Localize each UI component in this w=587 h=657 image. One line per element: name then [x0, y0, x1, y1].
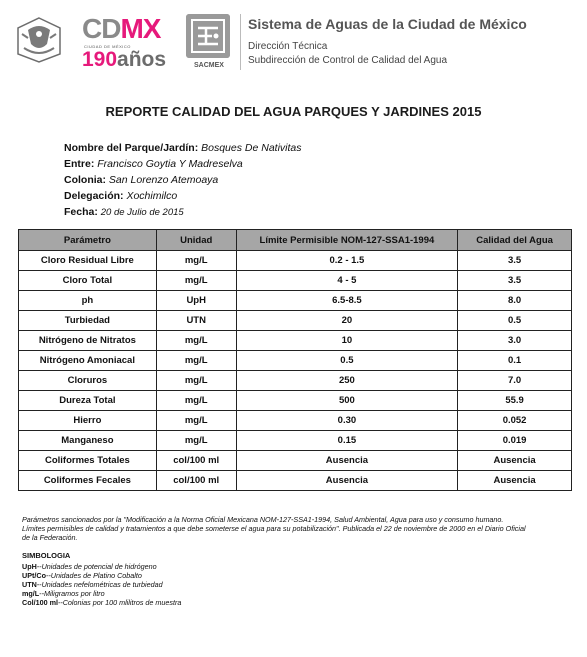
cell-unidad: mg/L — [156, 271, 236, 291]
cell-parametro: Nitrógeno de Nitratos — [19, 331, 157, 351]
cell-calidad: Ausencia — [458, 451, 572, 471]
cell-unidad: mg/L — [156, 331, 236, 351]
table-row — [19, 311, 572, 331]
fecha-row — [64, 204, 302, 221]
header-parametro: Parámetro — [19, 230, 157, 251]
simbologia-desc: --Miligramos por litro — [39, 589, 105, 598]
simbologia-item — [22, 571, 181, 580]
cell-unidad: UpH — [156, 291, 236, 311]
header-calidad: Calidad del Agua — [458, 230, 572, 251]
cell-limite: 250 — [236, 371, 458, 391]
simbologia-abbr: mg/L — [22, 589, 40, 598]
header-limite: Límite Permisible NOM-127-SSA1-1994 — [236, 230, 458, 251]
between-row — [64, 156, 302, 172]
fecha-label: Fecha: — [64, 206, 98, 218]
cell-parametro: Cloruros — [19, 371, 157, 391]
cell-parametro: Coliformes Fecales — [19, 471, 157, 491]
water-quality-table — [18, 229, 572, 491]
colonia-label: Colonia: — [64, 174, 106, 186]
header-unidad: Unidad — [156, 230, 236, 251]
delegacion-label: Delegación: — [64, 190, 124, 202]
table-row — [19, 371, 572, 391]
simbologia-item — [22, 589, 181, 598]
cell-unidad: mg/L — [156, 351, 236, 371]
cell-parametro: Cloro Residual Libre — [19, 251, 157, 271]
cell-calidad: 0.019 — [458, 431, 572, 451]
cell-limite: 4 - 5 — [236, 271, 458, 291]
simbologia-item — [22, 580, 181, 589]
cell-parametro: Turbiedad — [19, 311, 157, 331]
table-row — [19, 391, 572, 411]
cell-unidad: col/100 ml — [156, 451, 236, 471]
simbologia-abbr: UTN — [22, 580, 37, 589]
org-direction: Dirección Técnica — [248, 41, 328, 52]
cell-unidad: mg/L — [156, 371, 236, 391]
cdmx-logo — [82, 14, 172, 74]
fecha-value: 20 de Julio de 2015 — [100, 207, 184, 218]
simbologia-abbr: UPt/Co — [22, 571, 46, 580]
table-row — [19, 291, 572, 311]
simbologia-desc: --Colonias por 100 mlilitros de muestra — [57, 598, 182, 607]
cell-calidad: 8.0 — [458, 291, 572, 311]
simbologia-list — [22, 562, 181, 607]
cdmx-logo-pink: MX — [120, 13, 161, 44]
simbologia-abbr: Col/100 ml — [22, 598, 58, 607]
cell-limite: 10 — [236, 331, 458, 351]
between-label: Entre: — [64, 158, 95, 170]
simbologia-abbr: UpH — [22, 562, 37, 571]
cell-unidad: mg/L — [156, 251, 236, 271]
report-header — [0, 0, 587, 80]
table-row — [19, 471, 572, 491]
cell-limite: 0.5 — [236, 351, 458, 371]
simbologia-title: SIMBOLOGIA — [22, 551, 71, 560]
table-row — [19, 431, 572, 451]
colonia-row — [64, 172, 302, 188]
cell-unidad: mg/L — [156, 411, 236, 431]
cell-parametro: ph — [19, 291, 157, 311]
cdmx-years-number: 190 — [82, 48, 118, 71]
park-info — [64, 140, 302, 221]
table-row — [19, 251, 572, 271]
cell-parametro: Dureza Total — [19, 391, 157, 411]
simbologia-desc: --Unidades de potencial de hidrógeno — [36, 562, 157, 571]
cell-parametro: Cloro Total — [19, 271, 157, 291]
sacmex-logo — [186, 14, 232, 72]
cell-calidad: 0.052 — [458, 411, 572, 431]
simbologia-desc: --Unidades de Platino Cobalto — [45, 571, 142, 580]
simbologia-item — [22, 562, 181, 571]
table-row — [19, 271, 572, 291]
park-name-row — [64, 140, 302, 156]
cell-parametro: Nitrógeno Amoniacal — [19, 351, 157, 371]
org-title: Sistema de Aguas de la Ciudad de México — [248, 16, 527, 32]
cell-limite: 0.15 — [236, 431, 458, 451]
cell-calidad: 3.5 — [458, 251, 572, 271]
table-row — [19, 331, 572, 351]
cell-limite: 20 — [236, 311, 458, 331]
table-row — [19, 351, 572, 371]
cell-calidad: Ausencia — [458, 471, 572, 491]
org-subdirection: Subdirección de Control de Calidad del Agua — [248, 55, 448, 66]
cdmx-logo-subtitle: CIUDAD DE MÉXICO — [84, 44, 131, 49]
park-name-label: Nombre del Parque/Jardín: — [64, 142, 199, 154]
header-divider — [240, 14, 241, 70]
delegacion-row — [64, 188, 302, 204]
eagle-emblem-icon — [14, 14, 64, 64]
cell-unidad: col/100 ml — [156, 471, 236, 491]
cell-calidad: 0.1 — [458, 351, 572, 371]
between-value: Francisco Goytia Y Madreselva — [97, 158, 243, 170]
table-row — [19, 451, 572, 471]
cdmx-logo-gray: CD — [82, 13, 121, 44]
cell-parametro: Hierro — [19, 411, 157, 431]
simbologia-desc: --Unidades nefelométricas de turbiedad — [36, 580, 163, 589]
cell-parametro: Manganeso — [19, 431, 157, 451]
colonia-value: San Lorenzo Atemoaya — [108, 174, 219, 186]
cell-unidad: mg/L — [156, 431, 236, 451]
cell-calidad: 3.5 — [458, 271, 572, 291]
simbologia-item — [22, 598, 181, 607]
cell-unidad: mg/L — [156, 391, 236, 411]
cell-limite: Ausencia — [236, 451, 458, 471]
cell-limite: 500 — [236, 391, 458, 411]
cell-limite: Ausencia — [236, 471, 458, 491]
cell-unidad: UTN — [156, 311, 236, 331]
park-name-value: Bosques De Nativitas — [201, 142, 302, 154]
report-title: REPORTE CALIDAD DEL AGUA PARQUES Y JARDINES 2015 — [105, 104, 482, 119]
regulation-notes: Parámetros sancionados por la "Modificación a la Norma Oficial Mexicana NOM-127-SSA1-1994, Salud Ambiental, Agua para uso y consumo humano. Límites permisibles de calidad y tratamientos a que debe someterse el agua para su potabilización". Publicada el 22 de noviembre de 2000 en el Diario Oficial de la Federación. — [22, 515, 526, 542]
cell-parametro: Coliformes Totales — [19, 451, 157, 471]
table-row — [19, 411, 572, 431]
cdmx-years-word: años — [117, 48, 167, 71]
cell-calidad: 3.0 — [458, 331, 572, 351]
cell-calidad: 0.5 — [458, 311, 572, 331]
cell-limite: 0.30 — [236, 411, 458, 431]
table-header-row — [19, 230, 572, 251]
delegacion-value: Xochimilco — [126, 190, 178, 202]
cell-calidad: 55.9 — [458, 391, 572, 411]
sacmex-label: SACMEX — [194, 62, 224, 69]
cell-calidad: 7.0 — [458, 371, 572, 391]
cell-limite: 6.5-8.5 — [236, 291, 458, 311]
sacmex-emblem-icon — [186, 14, 230, 58]
cell-limite: 0.2 - 1.5 — [236, 251, 458, 271]
